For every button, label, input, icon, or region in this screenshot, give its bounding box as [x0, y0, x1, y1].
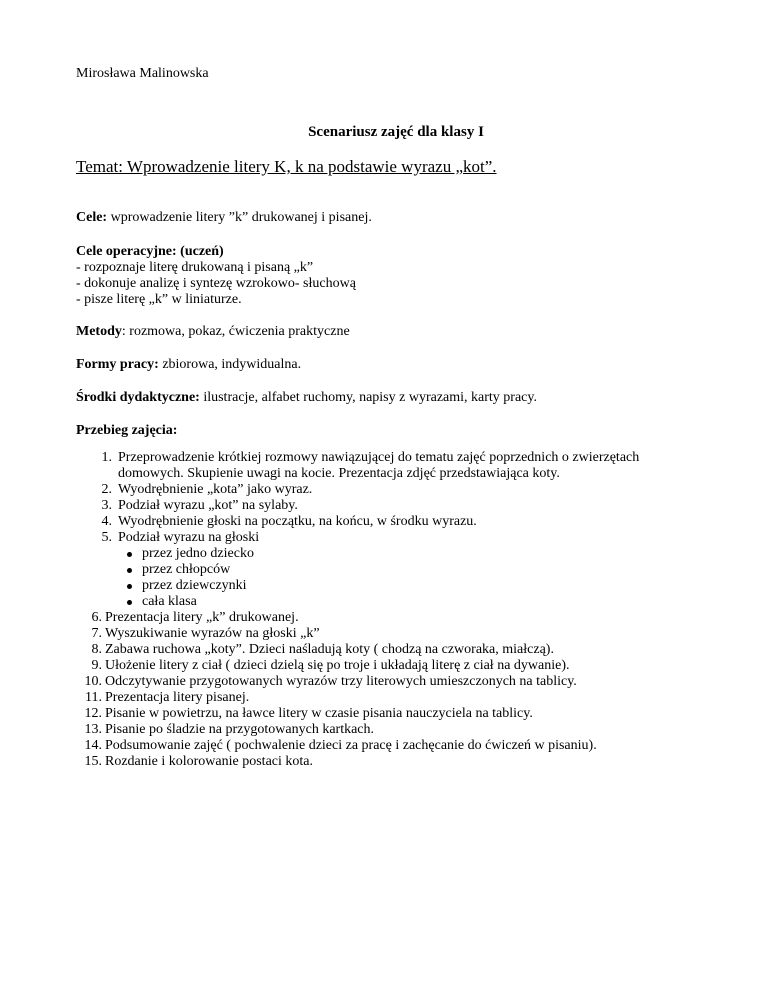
- list-item: [76, 482, 716, 498]
- bullet-dot-icon: [127, 600, 132, 605]
- step-number: 2.: [101, 482, 112, 497]
- bullet-text: cała klasa: [142, 594, 197, 609]
- bullet-text: przez dziewczynki: [142, 578, 247, 593]
- list-item: [76, 658, 716, 674]
- forms-text: zbiorowa, indywidualna.: [158, 357, 302, 372]
- methods-section: [76, 324, 350, 340]
- operational-goal-item: - pisze literę „k” w liniaturze.: [76, 292, 242, 307]
- step-text: Podział wyrazu na głoski: [118, 530, 260, 545]
- aids-label: Środki dydaktyczne:: [76, 390, 200, 405]
- list-item: [76, 514, 716, 530]
- bullet-item: [76, 546, 716, 562]
- methods-label: Metody: [76, 324, 122, 339]
- step-text: Prezentacja litery pisanej.: [105, 690, 250, 705]
- step-number: 9.: [91, 658, 102, 673]
- document-title: Scenariusz zajęć dla klasy I: [308, 124, 484, 140]
- author-name: Mirosława Malinowska: [76, 66, 209, 81]
- list-item: [76, 498, 716, 514]
- list-item: [76, 530, 716, 546]
- list-item: [76, 690, 716, 706]
- step-text: Prezentacja litery „k” drukowanej.: [105, 610, 299, 625]
- bullet-item: [76, 594, 716, 610]
- step-number: 10.: [84, 674, 102, 689]
- list-item: [76, 674, 716, 690]
- goals-section: [76, 210, 372, 226]
- forms-section: [76, 357, 301, 373]
- methods-text: : rozmowa, pokaz, ćwiczenia praktyczne: [121, 324, 350, 339]
- operational-goal-item: - rozpoznaje literę drukowaną i pisaną „k”: [76, 260, 314, 275]
- step-number: 4.: [101, 514, 112, 529]
- aids-text: ilustracje, alfabet ruchomy, napisy z wyrazami, karty pracy.: [199, 390, 537, 405]
- step-number: 8.: [91, 642, 102, 657]
- goals-text: wprowadzenie litery ”k” drukowanej i pisanej.: [107, 210, 372, 225]
- list-item: [76, 642, 716, 658]
- step-text: Pisanie w powietrzu, na ławce litery w czasie pisania nauczyciela na tablicy.: [105, 706, 533, 721]
- goals-label: Cele:: [76, 210, 108, 225]
- aids-section: [76, 390, 537, 406]
- list-item: [76, 450, 716, 482]
- list-item: [76, 626, 716, 642]
- bullet-item: [76, 578, 716, 594]
- bullet-item: [76, 562, 716, 578]
- step-number: 15.: [84, 754, 102, 769]
- step-number: 6.: [91, 610, 102, 625]
- step-text: Wyodrębnienie „kota” jako wyraz.: [118, 482, 313, 497]
- step-text: Zabawa ruchowa „koty”. Dzieci naśladują koty ( chodzą na czworaka, miałczą).: [105, 642, 554, 657]
- list-item: [76, 706, 716, 722]
- operational-goals-section: [76, 244, 356, 308]
- step-text: Podsumowanie zajęć ( pochwalenie dzieci za pracę i zachęcanie do ćwiczeń w pisaniu).: [105, 738, 597, 753]
- bullet-dot-icon: [127, 568, 132, 573]
- list-item: [76, 610, 716, 626]
- step-text: Ułożenie litery z ciał ( dzieci dzielą się po troje i układają literę z ciał na dywanie).: [105, 658, 570, 673]
- forms-label: Formy pracy:: [76, 357, 159, 372]
- course-label: Przebieg zajęcia:: [76, 423, 178, 438]
- operational-goals-label: Cele operacyjne: (uczeń): [76, 244, 224, 259]
- step-number: 3.: [101, 498, 112, 513]
- bullet-text: przez jedno dziecko: [142, 546, 254, 561]
- step-number: 7.: [91, 626, 102, 641]
- step-text: Podział wyrazu „kot” na sylaby.: [118, 498, 298, 513]
- list-item: [76, 722, 716, 738]
- step-text: Rozdanie i kolorowanie postaci kota.: [105, 754, 313, 769]
- lesson-steps-list: [76, 450, 716, 770]
- bullet-dot-icon: [127, 552, 132, 557]
- list-item: [76, 738, 716, 754]
- lesson-topic: Temat: Wprowadzenie litery K, k na podstawie wyrazu „kot”.: [76, 157, 497, 176]
- step-text: Pisanie po śladzie na przygotowanych kartkach.: [105, 722, 375, 737]
- step-number: 5.: [101, 530, 112, 545]
- step-number: 13.: [84, 722, 102, 737]
- step-number: 1.: [101, 450, 112, 465]
- course-section: [76, 423, 177, 439]
- list-item: [76, 754, 716, 770]
- bullet-dot-icon: [127, 584, 132, 589]
- step-text: Przeprowadzenie krótkiej rozmowy nawiązującej do tematu zajęć poprzednich o zwierzętach domowych. Skupienie uwagi na kocie. Prezentacja zdjęć przedstawiająca koty.: [118, 450, 640, 481]
- step-text: Odczytywanie przygotowanych wyrazów trzy literowych umieszczonych na tablicy.: [105, 674, 577, 689]
- operational-goal-item: - dokonuje analizę i syntezę wzrokowo- słuchową: [76, 276, 356, 291]
- step-number: 12.: [84, 706, 102, 721]
- step-number: 11.: [85, 690, 102, 705]
- bullet-text: przez chłopców: [142, 562, 231, 577]
- step-text: Wyszukiwanie wyrazów na głoski „k”: [105, 626, 320, 641]
- step-number: 14.: [84, 738, 102, 753]
- step-text: Wyodrębnienie głoski na początku, na końcu, w środku wyrazu.: [118, 514, 477, 529]
